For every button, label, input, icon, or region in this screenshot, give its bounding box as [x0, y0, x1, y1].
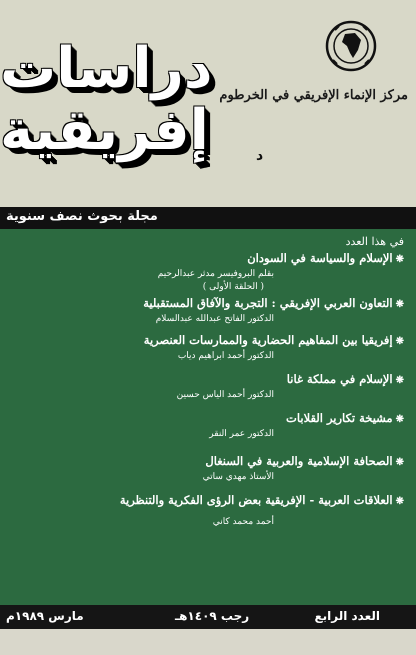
article-author: بقلم البروفيسر مدثر عبدالرحيم: [157, 269, 274, 279]
article-title: العلاقات العربية - الإفريقية بعض الرؤى الفكرية والتنظرية: [119, 493, 393, 507]
small-mark: د: [256, 148, 264, 164]
bottom-margin: [0, 629, 416, 655]
contents-list: [9, 235, 404, 530]
article-title: مشيخة تكارير القلابات: [286, 411, 393, 425]
list-item: ❋إفريقيا بين المفاهيم الحضارية والممارسات العنصرية الدكتور أحمد ابراهيم دياب: [9, 333, 404, 364]
list-item: ❋الصحافة الإسلامية والعربية في السنغال الأستاذ مهدي ساتي: [9, 454, 404, 485]
article-title: التعاون العربي الإفريقي : التجربة والآفاق المستقبلية: [143, 296, 393, 310]
article-author: الدكتور عمر النقر: [209, 429, 274, 439]
article-title: الإسلام في مملكة غانا: [286, 372, 393, 386]
list-item: ❋التعاون العربي الإفريقي : التجربة والآفاق المستقبلية الدكتور الفاتح عبدالله عبدالسلام: [9, 296, 404, 327]
subtitle-band: [0, 207, 416, 229]
contents-heading: في هذا العدد: [345, 235, 404, 248]
cover-header: [0, 0, 416, 207]
article-title: الصحافة الإسلامية والعربية في السنغال: [205, 454, 393, 468]
gregorian-date: مارس ١٩٨٩م: [6, 609, 84, 623]
article-author: أحمد محمد كاني: [212, 517, 274, 527]
article-note: ( الحلقة الأولى ): [202, 282, 264, 292]
list-item: ❋الإسلام والسياسة في السودان بقلم البروفيسر مدثر عبدالرحيم ( الحلقة الأولى ): [9, 251, 404, 296]
article-author: الدكتور أحمد الياس حسين: [176, 390, 274, 400]
article-title: الإسلام والسياسة في السودان: [247, 251, 393, 265]
band-text: مجلة بحوث نصف سنوية: [6, 209, 158, 224]
hijri-date: رجب ١٤٠٩هـ: [175, 609, 250, 623]
issue-number: العدد الرابع: [314, 609, 380, 623]
publisher-name: مركز الإنماء الإفريقي في الخرطوم: [219, 88, 408, 103]
article-author: الأستاذ مهدي ساتي: [202, 472, 274, 482]
article-title: إفريقيا بين المفاهيم الحضارية والممارسات العنصرية: [143, 333, 393, 347]
emblem-icon: [325, 20, 377, 72]
list-item: ❋العلاقات العربية - الإفريقية بعض الرؤى الفكرية والتنظرية أحمد محمد كاني: [9, 493, 404, 530]
contents-panel: [0, 229, 416, 605]
article-author: الدكتور أحمد ابراهيم دياب: [177, 351, 274, 361]
article-author: الدكتور الفاتح عبدالله عبدالسلام: [155, 314, 274, 324]
list-item: ❋مشيخة تكارير القلابات الدكتور عمر النقر: [9, 411, 404, 442]
list-item: ❋الإسلام في مملكة غانا الدكتور أحمد الياس حسين: [9, 372, 404, 403]
issue-info-band: [0, 605, 416, 629]
title-line-1: دراسات: [0, 36, 213, 101]
title-line-2: إفريقية: [0, 98, 209, 163]
